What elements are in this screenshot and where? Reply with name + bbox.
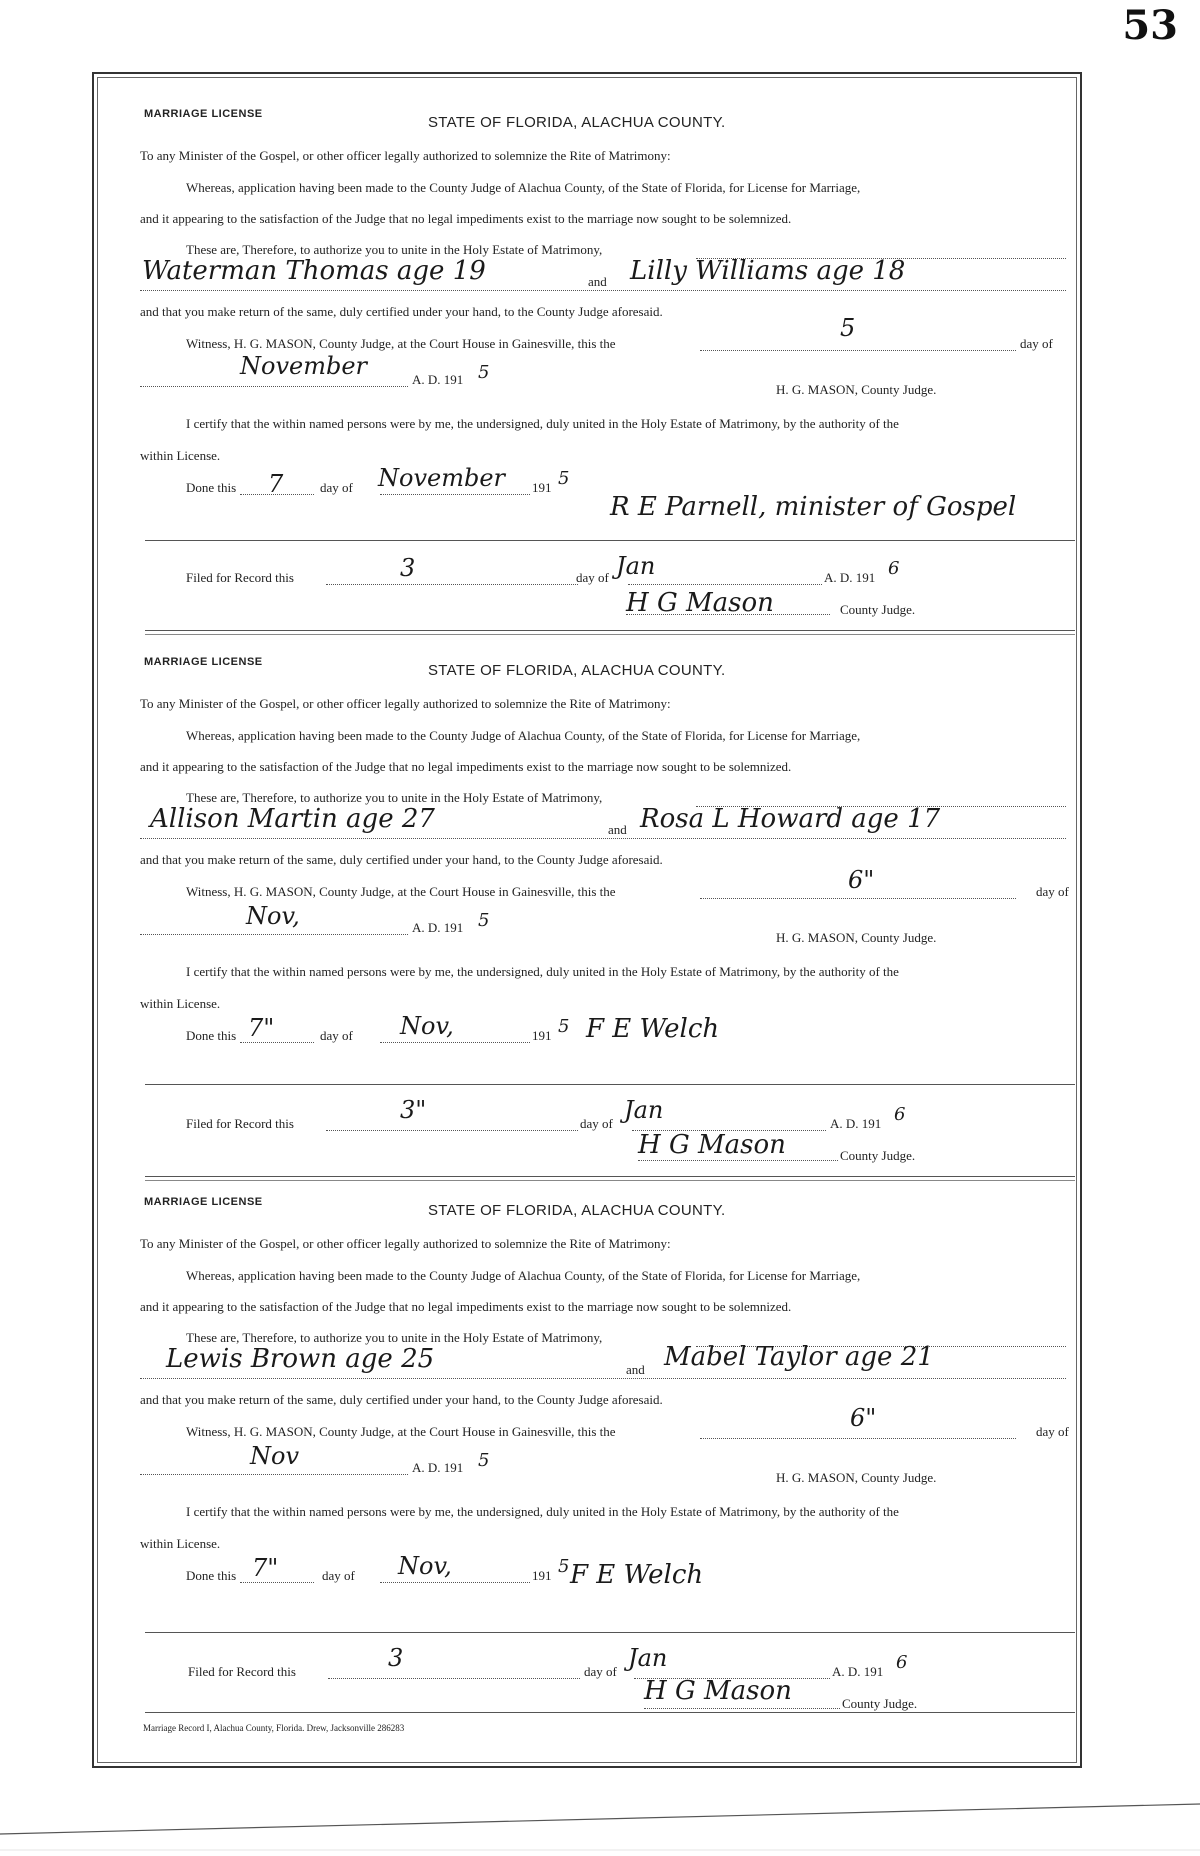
dotted-line xyxy=(140,934,408,935)
footer-separator xyxy=(145,1712,1075,1713)
judge-signature-printed: H. G. MASON, County Judge. xyxy=(776,382,937,397)
county-judge-label: County Judge. xyxy=(842,1696,918,1711)
dotted-line xyxy=(644,1708,840,1709)
license-block-2 xyxy=(140,656,1082,1196)
block-separator xyxy=(145,630,1075,635)
certify-clause: I certify that the within named persons were by me, the undersigned, duly united in the Holy Estate of Matrimony, by the authority of the xyxy=(186,964,899,979)
these-are-clause: These are, Therefore, to authorize you to unite in the Holy Estate of Matrimony, xyxy=(186,1330,603,1345)
groom-name: Waterman Thomas age 19 xyxy=(142,256,486,286)
certify-clause: I certify that the within named persons were by me, the undersigned, duly united in the Holy Estate of Matrimony, by the authority of the xyxy=(186,1504,899,1519)
filed-year-digit: 6 xyxy=(888,558,900,579)
done-year-digit: 5 xyxy=(558,1016,570,1037)
and-word: and xyxy=(608,822,627,837)
footer-imprint: Marriage Record I, Alachua County, Florida. Drew, Jacksonville 286283 xyxy=(143,1723,405,1733)
filed-judge-signature: H G Mason xyxy=(638,1130,786,1160)
officiant-signature: F E Welch xyxy=(570,1560,704,1590)
dotted-line xyxy=(140,1378,1066,1379)
done-month: Nov, xyxy=(400,1012,454,1040)
dotted-line xyxy=(700,1438,1016,1439)
judge-signature-printed: H. G. MASON, County Judge. xyxy=(776,1470,937,1485)
state-title: STATE OF FLORIDA, ALACHUA COUNTY. xyxy=(428,1202,726,1219)
filed-day-of-label: day of xyxy=(584,1664,617,1679)
filed-day: 3" xyxy=(400,1096,427,1124)
done-day: 7" xyxy=(248,1014,275,1042)
filed-month: Jan xyxy=(624,1096,664,1124)
officiant-signature: F E Welch xyxy=(586,1014,720,1044)
salutation: To any Minister of the Gospel, or other officer legally authorized to solemnize the Rite of Matrimony: xyxy=(140,696,671,711)
filed-ad-label: A. D. 191 xyxy=(824,570,876,585)
certify-clause: I certify that the within named persons were by me, the undersigned, duly united in the Holy Estate of Matrimony, by the authority of the xyxy=(186,416,899,431)
done-day: 7" xyxy=(252,1554,279,1582)
dotted-line xyxy=(626,614,830,615)
done-day-of-label: day of xyxy=(322,1568,355,1583)
filed-month: Jan xyxy=(628,1644,668,1672)
page-edge-curve xyxy=(0,1800,1200,1856)
bride-name: Lilly Williams age 18 xyxy=(630,256,906,286)
and-word: and xyxy=(588,274,607,289)
return-clause: and that you make return of the same, duly certified under your hand, to the County Judge aforesaid. xyxy=(140,304,663,319)
done-year-digit: 5 xyxy=(558,1556,570,1577)
filed-label: Filed for Record this xyxy=(186,1116,294,1131)
done-day: 7 xyxy=(268,470,284,498)
license-block-3 xyxy=(140,1196,1082,1736)
dotted-line xyxy=(700,350,1016,351)
ad-label: A. D. 191 xyxy=(412,372,464,387)
separator xyxy=(145,1084,1075,1085)
dotted-line xyxy=(240,1582,314,1583)
filed-label: Filed for Record this xyxy=(186,570,294,585)
return-clause: and that you make return of the same, duly certified under your hand, to the County Judge aforesaid. xyxy=(140,1392,663,1407)
these-are-clause: These are, Therefore, to authorize you to unite in the Holy Estate of Matrimony, xyxy=(186,790,603,805)
filed-day-of-label: day of xyxy=(580,1116,613,1131)
form-label: MARRIAGE LICENSE xyxy=(144,656,263,668)
issued-month: November xyxy=(240,352,368,380)
done-year-digit: 5 xyxy=(558,468,570,489)
dotted-line xyxy=(140,1474,408,1475)
issued-day: 6" xyxy=(848,866,875,894)
issued-day: 6" xyxy=(850,1404,877,1432)
done-year-label: 191 xyxy=(532,1568,552,1583)
done-this-label: Done this xyxy=(186,480,237,495)
bride-name: Mabel Taylor age 21 xyxy=(664,1342,934,1372)
appearing-clause: and it appearing to the satisfaction of the Judge that no legal impediments exist to the marriage now sought to be solemnized. xyxy=(140,1299,792,1314)
witness-clause: Witness, H. G. MASON, County Judge, at the Court House in Gainesville, this the xyxy=(186,336,616,351)
and-word: and xyxy=(626,1362,645,1377)
issued-day: 5 xyxy=(840,314,856,342)
whereas-clause: Whereas, application having been made to the County Judge of Alachua County, of the State of Florida, for License for Marriage, xyxy=(186,1268,861,1283)
filed-ad-label: A. D. 191 xyxy=(832,1664,884,1679)
issued-year-digit: 5 xyxy=(478,362,490,383)
page-number: 53 xyxy=(1122,2,1178,49)
done-month: November xyxy=(378,464,506,492)
dotted-line xyxy=(700,898,1016,899)
filed-year-digit: 6 xyxy=(896,1652,908,1673)
done-year-label: 191 xyxy=(532,1028,552,1043)
appearing-clause: and it appearing to the satisfaction of the Judge that no legal impediments exist to the marriage now sought to be solemnized. xyxy=(140,211,792,226)
day-of-label: day of xyxy=(1036,884,1069,899)
issued-year-digit: 5 xyxy=(478,910,490,931)
done-year-label: 191 xyxy=(532,480,552,495)
witness-clause: Witness, H. G. MASON, County Judge, at the Court House in Gainesville, this the xyxy=(186,1424,616,1439)
filed-day-of-label: day of xyxy=(576,570,609,585)
dotted-line xyxy=(628,584,822,585)
done-this-label: Done this xyxy=(186,1028,237,1043)
these-are-clause: These are, Therefore, to authorize you to unite in the Holy Estate of Matrimony, xyxy=(186,242,603,257)
whereas-clause: Whereas, application having been made to the County Judge of Alachua County, of the State of Florida, for License for Marriage, xyxy=(186,728,861,743)
return-clause: and that you make return of the same, duly certified under your hand, to the County Judge aforesaid. xyxy=(140,852,663,867)
dotted-line xyxy=(380,1582,530,1583)
dotted-line xyxy=(140,290,1066,291)
separator xyxy=(145,1632,1075,1633)
filed-ad-label: A. D. 191 xyxy=(830,1116,882,1131)
done-day-of-label: day of xyxy=(320,1028,353,1043)
within-license: within License. xyxy=(140,996,221,1011)
block-separator xyxy=(145,1176,1075,1181)
issued-month: Nov xyxy=(250,1442,300,1470)
filed-day: 3 xyxy=(400,554,416,582)
dotted-line xyxy=(326,584,578,585)
dotted-line xyxy=(638,1160,838,1161)
filed-judge-signature: H G Mason xyxy=(644,1676,792,1706)
groom-name: Allison Martin age 27 xyxy=(150,804,435,834)
appearing-clause: and it appearing to the satisfaction of the Judge that no legal impediments exist to the marriage now sought to be solemnized. xyxy=(140,759,792,774)
within-license: within License. xyxy=(140,1536,221,1551)
dotted-line xyxy=(380,1042,530,1043)
filed-year-digit: 6 xyxy=(894,1104,906,1125)
groom-name: Lewis Brown age 25 xyxy=(166,1344,435,1374)
filed-day: 3 xyxy=(388,1644,404,1672)
state-title: STATE OF FLORIDA, ALACHUA COUNTY. xyxy=(428,114,726,131)
done-day-of-label: day of xyxy=(320,480,353,495)
dotted-line xyxy=(326,1130,578,1131)
dotted-line xyxy=(140,386,408,387)
done-this-label: Done this xyxy=(186,1568,237,1583)
whereas-clause: Whereas, application having been made to the County Judge of Alachua County, of the State of Florida, for License for Marriage, xyxy=(186,180,861,195)
judge-signature-printed: H. G. MASON, County Judge. xyxy=(776,930,937,945)
dotted-line xyxy=(140,838,1066,839)
county-judge-label: County Judge. xyxy=(840,1148,916,1163)
done-month: Nov, xyxy=(398,1552,452,1580)
ad-label: A. D. 191 xyxy=(412,1460,464,1475)
day-of-label: day of xyxy=(1020,336,1053,351)
bride-name: Rosa L Howard age 17 xyxy=(640,804,941,834)
separator xyxy=(145,540,1075,541)
dotted-line xyxy=(328,1678,580,1679)
day-of-label: day of xyxy=(1036,1424,1069,1439)
state-title: STATE OF FLORIDA, ALACHUA COUNTY. xyxy=(428,662,726,679)
dotted-line xyxy=(240,1042,314,1043)
witness-clause: Witness, H. G. MASON, County Judge, at the Court House in Gainesville, this the xyxy=(186,884,616,899)
issued-month: Nov, xyxy=(246,902,300,930)
license-block-1 xyxy=(140,108,1082,648)
county-judge-label: County Judge. xyxy=(840,602,916,617)
filed-label: Filed for Record this xyxy=(188,1664,296,1679)
filed-month: Jan xyxy=(616,552,656,580)
dotted-line xyxy=(380,494,530,495)
form-label: MARRIAGE LICENSE xyxy=(144,1196,263,1208)
ad-label: A. D. 191 xyxy=(412,920,464,935)
salutation: To any Minister of the Gospel, or other officer legally authorized to solemnize the Rite of Matrimony: xyxy=(140,148,671,163)
within-license: within License. xyxy=(140,448,221,463)
issued-year-digit: 5 xyxy=(478,1450,490,1471)
form-label: MARRIAGE LICENSE xyxy=(144,108,263,120)
salutation: To any Minister of the Gospel, or other officer legally authorized to solemnize the Rite of Matrimony: xyxy=(140,1236,671,1251)
filed-judge-signature: H G Mason xyxy=(626,588,774,618)
officiant-signature: R E Parnell, minister of Gospel xyxy=(610,492,1017,522)
